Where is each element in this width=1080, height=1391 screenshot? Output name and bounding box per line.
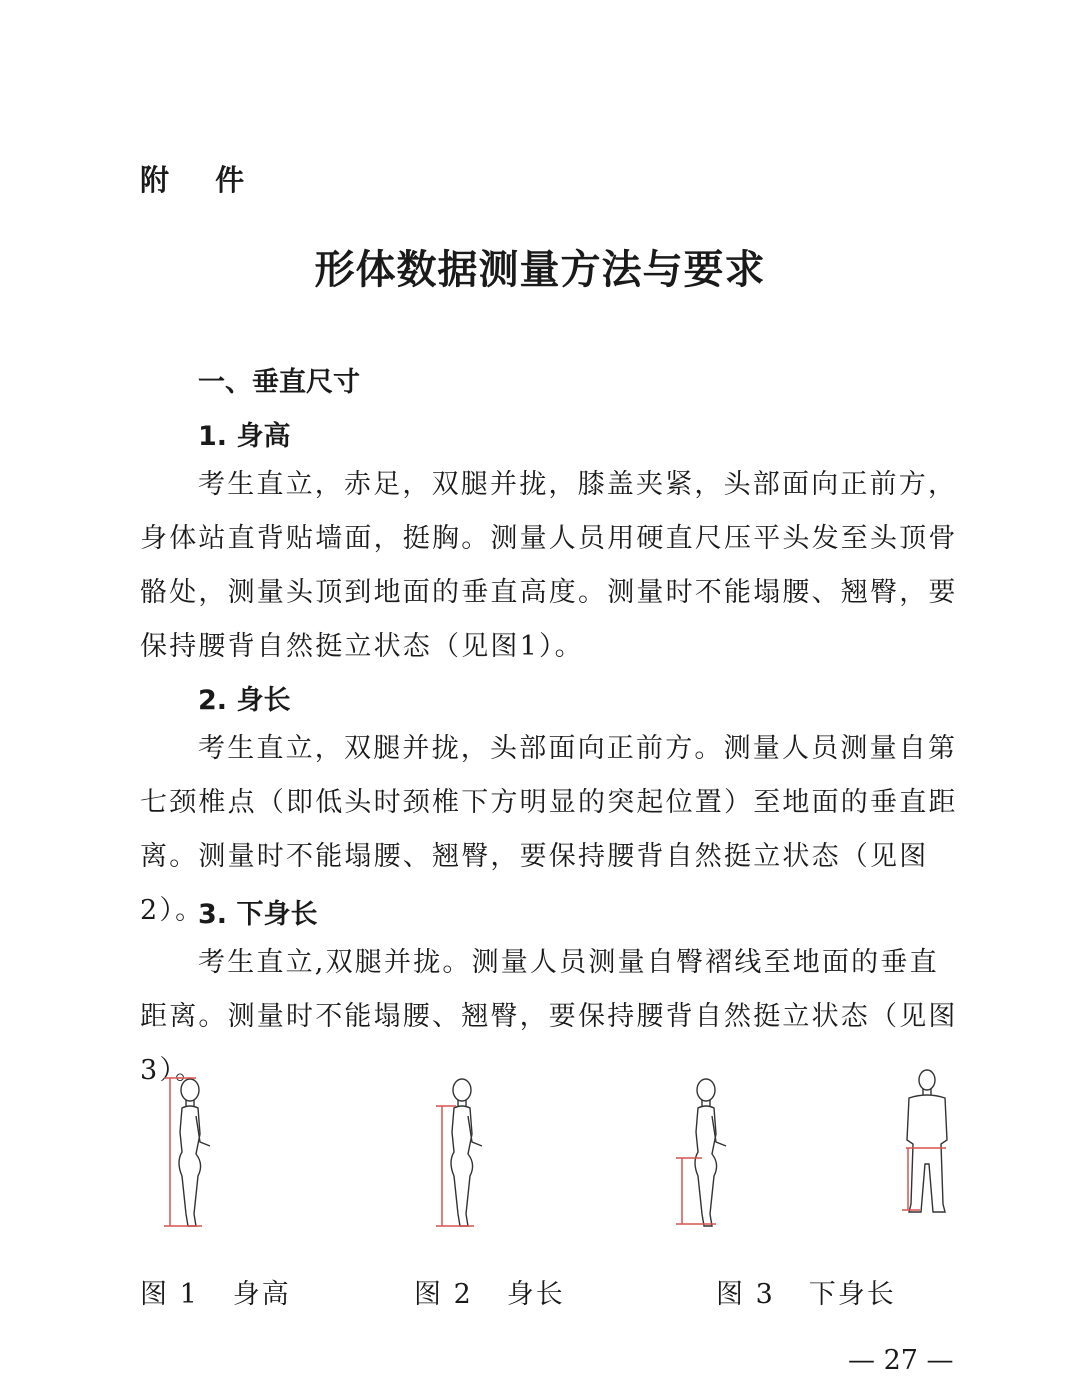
measurement-figures — [130, 1068, 970, 1238]
figure-3-label: 下身长 — [808, 1279, 896, 1310]
attachment-label: 附 件 — [140, 163, 263, 197]
figure-3-number: 图 3 — [716, 1279, 775, 1310]
figure-2-label: 身长 — [506, 1279, 565, 1310]
figure-1-caption — [140, 1272, 291, 1311]
item-heading-height: 1. 身高 — [198, 421, 291, 452]
figure-2-measure-line — [436, 1106, 474, 1226]
figure-2-caption — [414, 1272, 565, 1311]
figure-2-illustration — [451, 1079, 482, 1226]
page-number: — 27 — — [848, 1345, 954, 1376]
section-heading: 一、垂直尺寸 — [198, 367, 360, 398]
figure-3-illustration — [695, 1079, 726, 1226]
paragraph-lower-body: 考生直立,双腿并拢。测量人员测量自臀褶线至地面的垂直距离。测量时不能塌腰、翘臀，要保持腰背自然挺立状态（见图3）。 — [140, 947, 958, 1086]
item-heading-body-length: 2. 身长 — [198, 685, 291, 716]
figure-1-number: 图 1 — [140, 1279, 199, 1310]
item-heading-lower-body: 3. 下身长 — [198, 899, 318, 930]
figure-1-illustration — [179, 1079, 210, 1226]
page-title: 形体数据测量方法与要求 — [314, 247, 766, 293]
figure-4-illustration — [907, 1070, 947, 1212]
paragraph-height: 考生直立，赤足，双腿并拢，膝盖夹紧，头部面向正前方，身体站直背贴墙面，挺胸。测量人员用硬直尺压平头发至头顶骨骼处，测量头顶到地面的垂直高度。测量时不能塌腰、翘臀，要保持腰背自然挺立状态（见图1）。 — [140, 469, 958, 662]
figure-3-caption — [716, 1272, 896, 1311]
figure-1-label: 身高 — [232, 1279, 291, 1310]
paragraph-body-length: 考生直立，双腿并拢，头部面向正前方。测量人员测量自第七颈椎点（即低头时颈椎下方明显的突起位置）至地面的垂直距离。测量时不能塌腰、翘臀，要保持腰背自然挺立状态（见图2）。 — [140, 733, 958, 926]
figure-2-number: 图 2 — [414, 1279, 473, 1310]
